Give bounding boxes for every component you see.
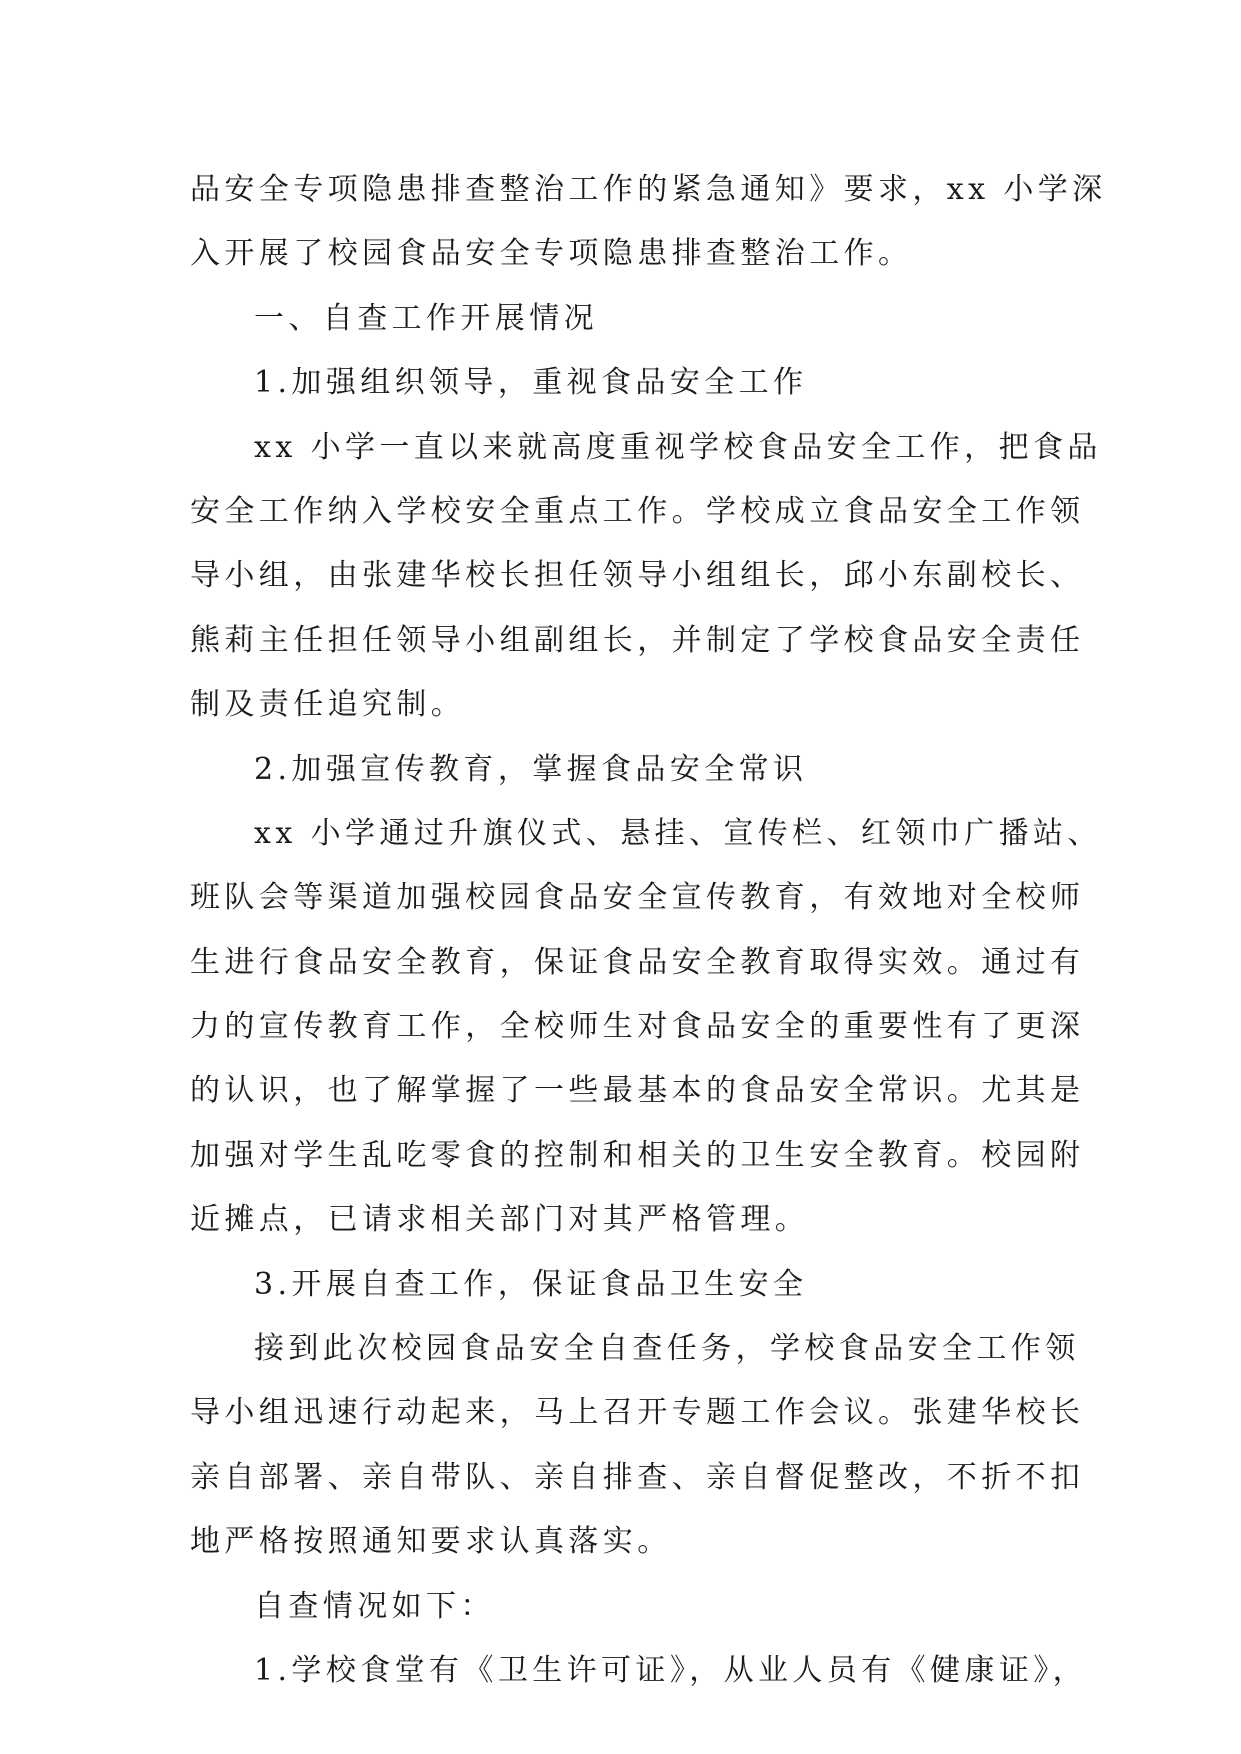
paragraph-line: 熊莉主任担任领导小组副组长，并制定了学校食品安全责任 — [190, 622, 1085, 658]
subsection-heading: 1.加强组织领导，重视食品安全工作 — [254, 365, 808, 401]
paragraph-line: 品安全专项隐患排查整治工作的紧急通知》要求，xx 小学深 — [190, 172, 1107, 207]
subsection-heading: 3.开展自查工作，保证食品卫生安全 — [254, 1266, 808, 1302]
paragraph-line: 入开展了校园食品安全专项隐患排查整治工作。 — [190, 236, 913, 272]
subsection-heading: 2.加强宣传教育，掌握食品安全常识 — [254, 751, 808, 787]
paragraph-line: 近摊点，已请求相关部门对其严格管理。 — [190, 1202, 810, 1238]
paragraph-line: 班队会等渠道加强校园食品安全宣传教育，有效地对全校师 — [190, 880, 1085, 916]
paragraph-line: 安全工作纳入学校安全重点工作。学校成立食品安全工作领 — [190, 493, 1085, 529]
paragraph-line: 导小组，由张建华校长担任领导小组组长，邱小东副校长、 — [190, 558, 1085, 594]
paragraph-line: xx 小学通过升旗仪式、悬挂、宣传栏、红领巾广播站、 — [254, 815, 1102, 851]
paragraph-line: 生进行食品安全教育，保证食品安全教育取得实效。通过有 — [190, 944, 1085, 980]
list-item: 1.学校食堂有《卫生许可证》，从业人员有《健康证》， — [254, 1652, 1088, 1688]
paragraph-line: 接到此次校园食品安全自查任务，学校食品安全工作领 — [254, 1331, 1080, 1367]
paragraph-line: 亲自部署、亲自带队、亲自排查、亲自督促整改，不折不扣 — [190, 1459, 1085, 1495]
paragraph-line: 自查情况如下： — [254, 1588, 495, 1624]
paragraph-line: 力的宣传教育工作，全校师生对食品安全的重要性有了更深 — [190, 1009, 1085, 1045]
paragraph-line: 加强对学生乱吃零食的控制和相关的卫生安全教育。校园附 — [190, 1137, 1085, 1173]
paragraph-line: 导小组迅速行动起来，马上召开专题工作会议。张建华校长 — [190, 1395, 1085, 1431]
paragraph-line: 的认识，也了解掌握了一些最基本的食品安全常识。尤其是 — [190, 1073, 1085, 1109]
section-heading: 一、自查工作开展情况 — [254, 300, 598, 336]
document-body — [190, 158, 1107, 1703]
paragraph-line: 地严格按照通知要求认真落实。 — [190, 1524, 672, 1560]
paragraph-line: 制及责任追究制。 — [190, 687, 466, 723]
paragraph-line: xx 小学一直以来就高度重视学校食品安全工作，把食品 — [254, 429, 1102, 465]
